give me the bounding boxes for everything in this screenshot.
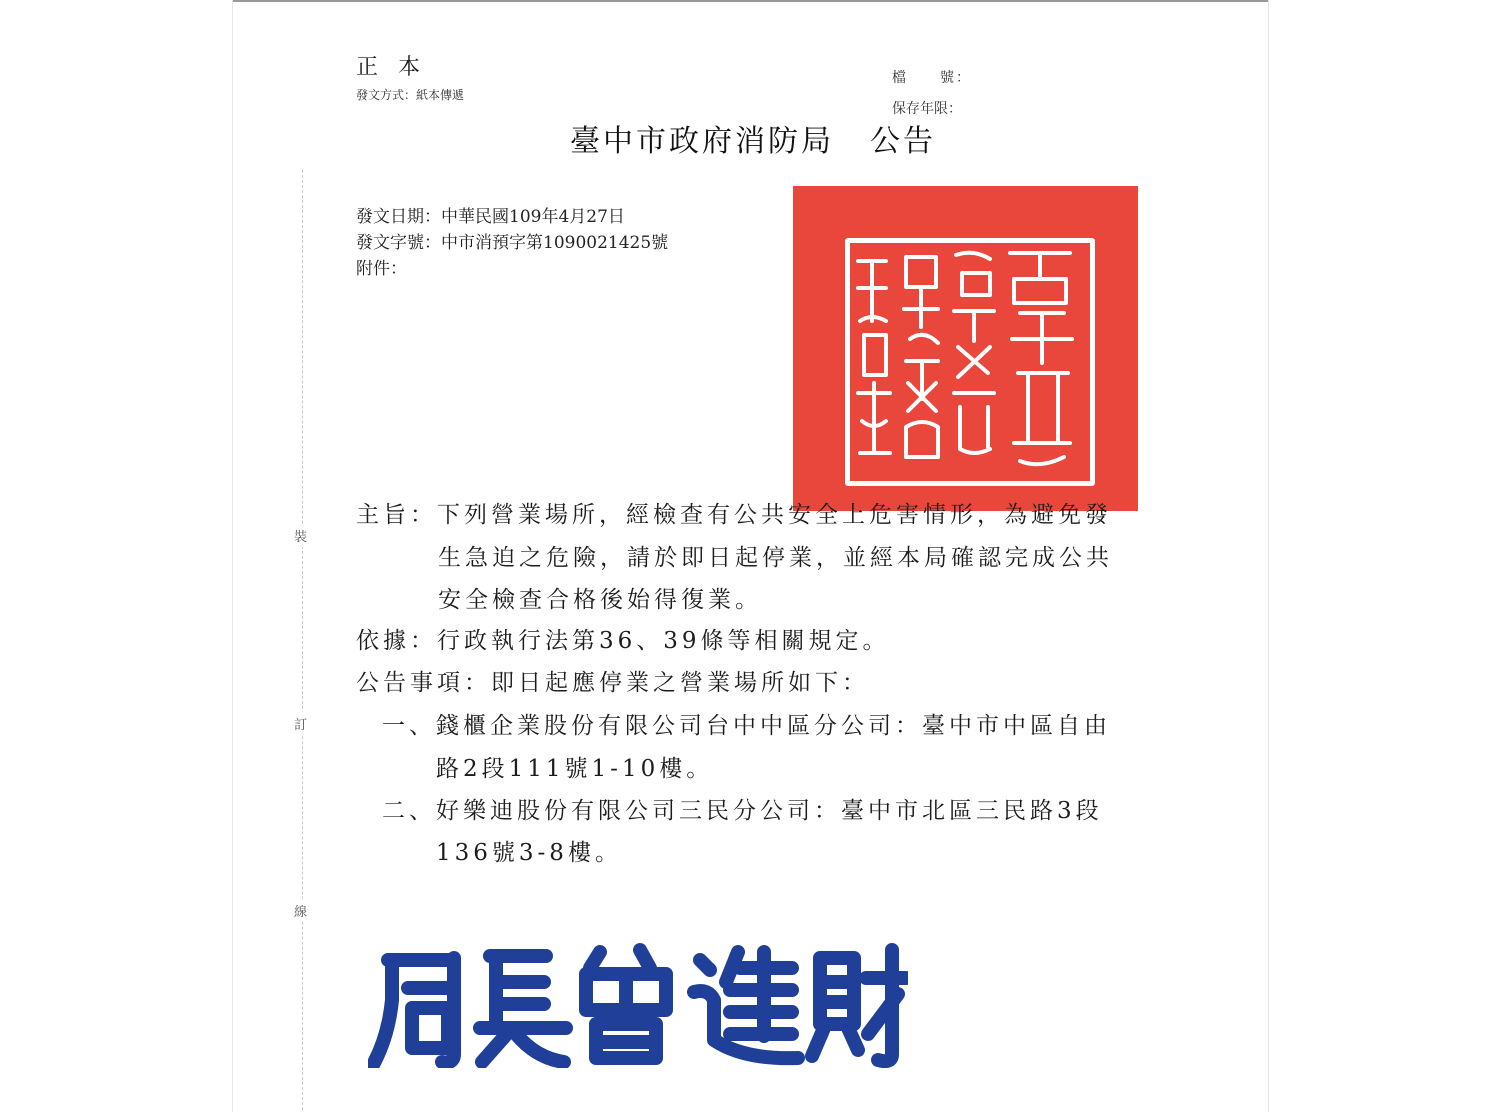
seal-calligraphy-icon (850, 243, 1090, 481)
margin-mark-staple: 訂 (294, 712, 307, 735)
binding-margin-line (302, 170, 303, 1110)
margin-mark-bind: 裝 (294, 524, 307, 547)
item-1-line-2: 路2段111號1-10樓。 (436, 756, 714, 782)
file-number-label: 檔 號： (892, 70, 972, 86)
item-2-line-1: 二、好樂迪股份有限公司三民分公司：臺中市北區三民路3段 (382, 798, 1103, 824)
margin-mark-line: 線 (294, 899, 307, 922)
issue-date: 發文日期：中華民國109年4月27日 (356, 207, 625, 227)
item-1-line-1: 一、錢櫃企業股份有限公司台中中區分公司：臺中市中區自由 (382, 713, 1111, 739)
retention-period-label: 保存年限： (892, 101, 962, 117)
document-type: 公告 (870, 124, 936, 159)
item-2-line-2: 136號3-8樓。 (436, 840, 622, 866)
subject-line-3: 安全檢查合格後始得復業。 (438, 587, 762, 613)
send-method: 發文方式：紙本傳遞 (356, 88, 465, 102)
official-seal (793, 186, 1138, 511)
attachment: 附件： (356, 259, 407, 279)
copy-label: 正本 (356, 55, 441, 80)
director-signature (368, 938, 908, 1068)
subject-line-2: 生急迫之危險，請於即日起停業，並經本局確認完成公共 (438, 545, 1113, 571)
notice-header: 公告事項：即日起應停業之營業場所如下： (356, 670, 869, 696)
document-title (570, 116, 936, 160)
seal-border (845, 238, 1095, 486)
document-number: 發文字號：中市消預字第1090021425號 (356, 233, 669, 253)
agency-name: 臺中市政府消防局 (570, 124, 834, 159)
subject-line-1: 主旨：下列營業場所，經檢查有公共安全上危害情形，為避免發 (356, 502, 1112, 528)
legal-basis: 依據：行政執行法第36、39條等相關規定。 (356, 628, 890, 654)
